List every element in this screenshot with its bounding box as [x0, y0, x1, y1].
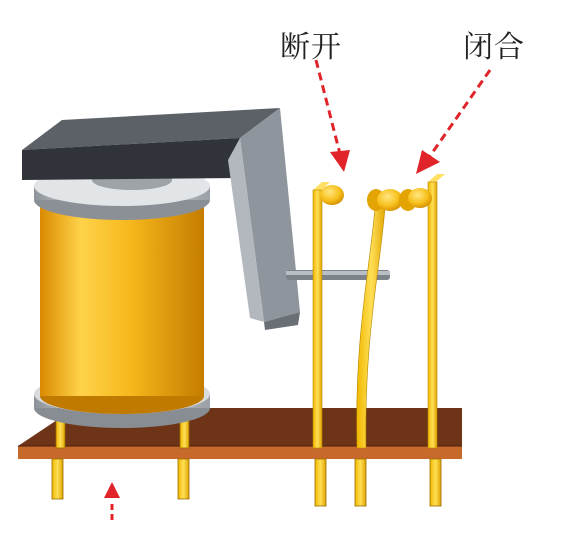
closed-contact-post: [428, 174, 445, 448]
contact-points: [320, 185, 432, 211]
closed-contact-arrow: [416, 70, 490, 174]
terminal-pins: [52, 459, 441, 506]
open-contact-label: 断开: [280, 30, 342, 65]
closed-contact-label: 闭合: [463, 30, 525, 65]
coil-terminal-arrow: [104, 482, 120, 520]
open-contact-arrow: [316, 60, 350, 172]
coil-winding: [40, 190, 204, 414]
